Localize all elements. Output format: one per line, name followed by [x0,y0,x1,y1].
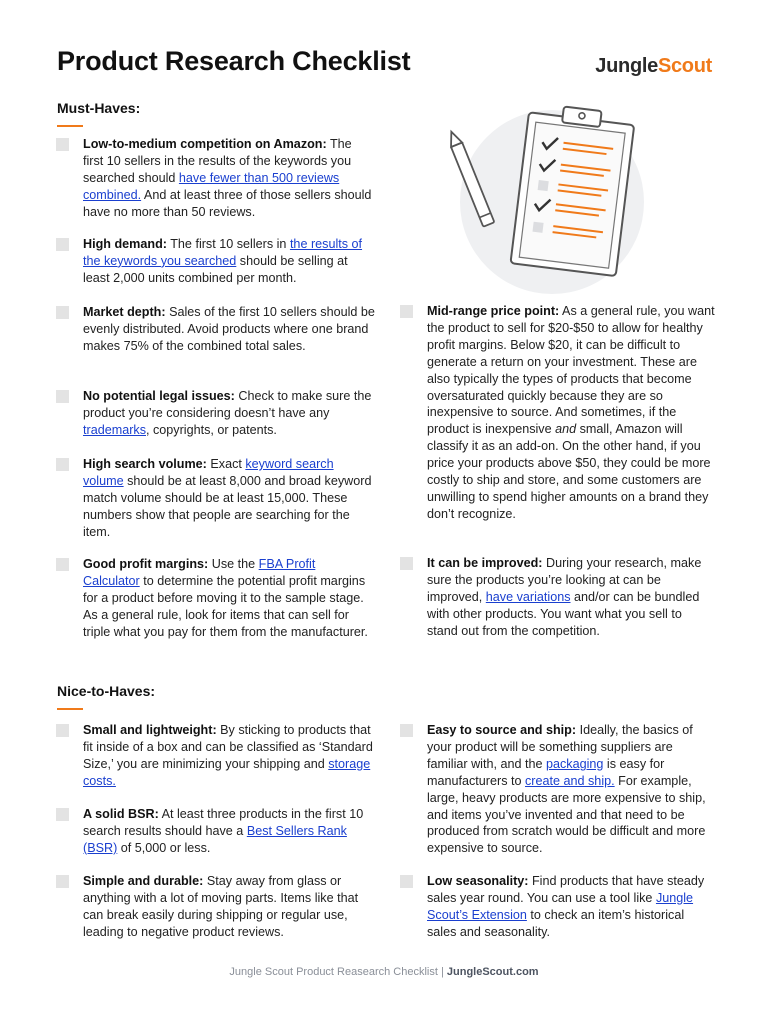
link-packaging[interactable]: packaging [546,756,604,771]
item-title: Good profit margins: [83,557,209,571]
item-text: At least three products in the first 10 search results should have a [83,807,364,838]
link-storage-costs[interactable]: storage costs. [83,756,371,788]
checklist-item [427,555,715,640]
checklist-item [83,556,375,641]
link-trademarks[interactable]: trademarks [83,422,146,437]
item-title: Low seasonality: [427,874,529,888]
logo-word-scout: Scout [657,55,712,77]
item-text: should be at least 8,000 and broad keyword match volume should be at least 15,000. These numbers show that people are searching for the item. [83,473,372,539]
checkbox[interactable] [400,724,413,737]
checklist-item [83,304,375,355]
item-text: The first 10 sellers in the results of the keywords you searched should [83,137,352,185]
checkbox[interactable] [56,808,69,821]
checkbox[interactable] [400,875,413,888]
checklist-item [83,388,375,439]
checkbox[interactable] [400,305,413,318]
item-text: Check to make sure the product you’re considering doesn’t have any [83,389,372,420]
item-text: Find products that have steady sales year round. You can use a tool like [427,874,705,905]
item-text: And at least three of those sellers should have no more than 50 reviews. [83,187,372,219]
item-emphasis: and [555,422,577,437]
item-title: Low-to-medium competition on Amazon: [83,137,327,151]
must-haves-heading: Must-Haves: [57,100,141,116]
item-text: Exact [206,457,246,471]
item-title: Small and lightweight: [83,723,217,737]
item-text: The first 10 sellers in [166,237,290,251]
item-text: Stay away from glass or anything with a lot of moving parts. Items like that can break easily during shipping or regular use, leading to negative product reviews. [83,874,359,939]
item-title: High demand: [83,237,167,251]
checkbox[interactable] [56,724,69,737]
footer [0,966,768,978]
item-text: Use the [208,557,259,571]
checklist-item [83,722,375,790]
link-keyword-search-volume[interactable]: keyword search volume [83,457,334,488]
checkbox[interactable] [56,306,69,319]
checklist-item [83,806,375,857]
item-text: should be selling at least 2,000 units combined per month. [83,253,348,285]
item-text: For example, large, heavy products are more expensive to ship, and items you’ve invented and that need to be produced from scratch would be difficult and more expensive to source. [427,773,706,856]
checkbox[interactable] [56,558,69,571]
link-have-variations[interactable]: have variations [485,589,571,604]
checklist-item [427,873,715,941]
heading-underline [57,125,83,127]
item-title: No potential legal issues: [83,389,235,403]
item-text: Ideally, the basics of your product will be something suppliers are familiar with, and the [427,723,693,771]
link-create-and-ship[interactable]: create and ship. [525,773,615,788]
item-title: Mid-range price point: [427,304,560,318]
item-text: to determine the potential profit margins for a product before moving it to the sample stage. As a general rule, look for items that can sell for triple what you pay for them from the manufacturer. [83,573,368,639]
footer-text: Jungle Scout Product Reasearch Checklist | [229,966,447,978]
checklist-item [83,136,375,221]
logo-word-jungle: Jungle [595,55,658,77]
item-text: During your research, make sure the products you’re looking at can be improved, [427,556,702,604]
item-text: As a general rule, you want the product to sell for $20-$50 to allow for healthy profit margins. Below $20, it can be difficult to generate a return on your investment. These are also typically the types of products that become oversaturated quickly because they are so inexpensive to source. And sometimes, if the product is inexpensive [427,304,715,437]
checkbox[interactable] [56,238,69,251]
link-jungle-scout-extension[interactable]: Jungle Scout’s Extension [427,890,694,922]
item-title: Simple and durable: [83,874,204,888]
clipboard-checklist-icon [440,100,650,300]
checklist-item [427,722,715,857]
item-text: Sales of the first 10 sellers should be evenly distributed. Avoid products where one brand makes 75% of the combined total sales. [83,305,375,353]
checkbox[interactable] [400,557,413,570]
item-title: A solid BSR: [83,807,159,821]
checkbox[interactable] [56,390,69,403]
checkbox[interactable] [56,875,69,888]
item-text: and/or can be bundled with other products. You want what you sell to stand out from the competition. [427,589,700,638]
checkbox[interactable] [56,458,69,471]
link-fba-profit-calculator[interactable]: FBA Profit Calculator [83,557,316,588]
item-text: of 5,000 or less. [117,840,211,855]
footer-site-link[interactable]: JungleScout.com [446,966,539,978]
checklist-item [83,873,375,941]
link-keyword-results[interactable]: the results of the keywords you searched [83,237,363,268]
item-text: to check an item’s historical sales and seasonality. [427,907,685,939]
checkbox[interactable] [56,138,69,151]
link-best-sellers-rank[interactable]: Best Sellers Rank (BSR) [83,823,347,855]
link-reviews-combined[interactable]: have fewer than 500 reviews combined. [83,170,340,202]
heading-underline [57,708,83,710]
nice-to-haves-heading: Nice-to-Haves: [57,683,156,699]
page-title: Product Research Checklist [57,46,411,76]
item-title: It can be improved: [427,556,543,570]
item-title: Market depth: [83,305,166,319]
checklist-item [83,236,375,287]
jungle-scout-logo[interactable] [595,55,712,78]
item-text: is easy for manufacturers to [427,756,665,788]
item-title: High search volume: [83,457,207,471]
item-text: By sticking to products that fit inside of a box and can be classified as ‘Standard Size,’ you are minimizing your shipping and [83,723,373,771]
item-title: Easy to source and ship: [427,723,577,737]
checklist-item [83,456,375,541]
item-text: small, Amazon will classify it as an add-on. On the other hand, if you price your products above $50, they could be more costly to ship and store, and some customers are unwilling to spend higher amounts on a brand they don’t recognize. [427,422,711,521]
checklist-item [427,303,715,523]
item-text: , copyrights, or patents. [146,422,277,437]
